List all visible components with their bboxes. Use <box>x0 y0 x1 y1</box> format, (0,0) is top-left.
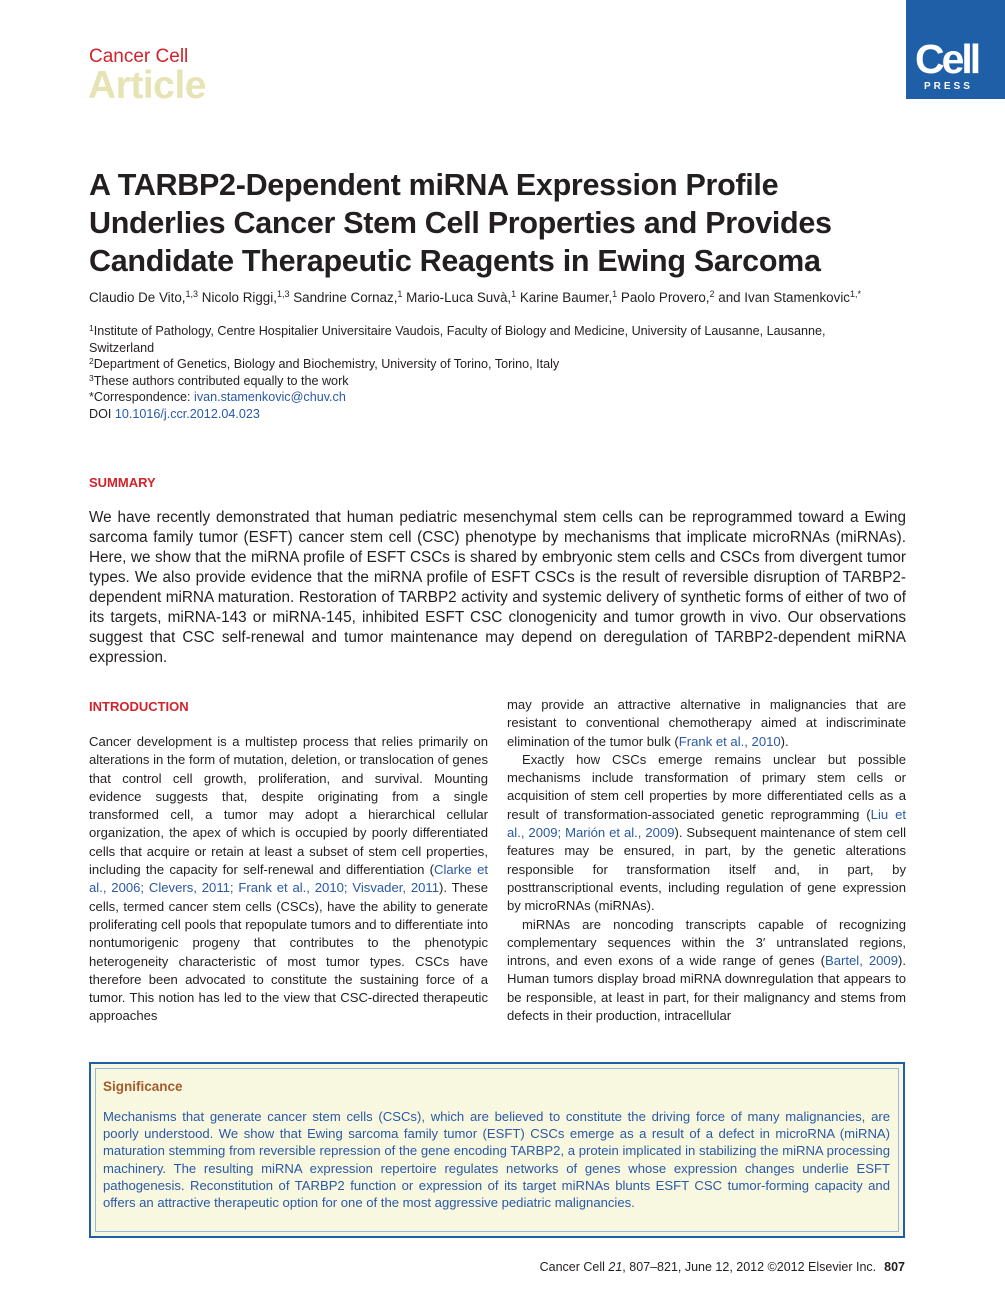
logo-word: Cell <box>915 36 979 82</box>
summary-text: We have recently demonstrated that human pediatric mesenchymal stem cells can be reprogrammed toward a Ewing sarcoma family tumor (ESFT) cancer stem cell (CSC) phenotype by mechanisms that implicate microRNAs (miRNAs). Here, we show that the miRNA profile of ESFT CSCs is shared by embryonic stem cells and CSCs from divergent tumor types. We also provide evidence that the miRNA profile of ESFT CSCs is the result of reversible disruption of TARBP2-dependent miRNA maturation. Restoration of TARBP2 activity and systemic delivery of synthetic forms of either of two of its targets, miRNA-143 or miRNA-145, inhibited ESFT CSC clonogenicity and tumor growth in vivo. Our observations suggest that CSC self-renewal and tumor maintenance may depend on deregulation of TARBP2-dependent miRNA expression. <box>89 509 906 666</box>
paragraph-text: ). Human tumors display broad miRNA downregulation that appears to be responsible, at least in part, for their malignancy and stems from defects in their production, intracellular <box>507 953 907 1024</box>
author-sup: 1 <box>511 289 517 299</box>
journal-name: Cancer Cell <box>89 46 189 67</box>
affil-text: Department of Genetics, Biology and Biochemistry, University of Torino, Torino, Italy <box>93 357 560 371</box>
paragraph-text: miRNAs are noncoding transcripts capable of recognizing complementary sequences within the 3′ untranslated regions, introns, and even exons of a wide range of genes ( <box>507 916 906 969</box>
citation-link[interactable]: Bartel, 2009 <box>825 953 899 969</box>
article-type: Article <box>88 64 206 107</box>
logo-sub: PRESS <box>924 81 973 92</box>
footer-volume: 21 <box>608 1260 623 1274</box>
doi-link[interactable]: 10.1016/j.ccr.2012.04.023 <box>114 406 260 421</box>
paragraph-text: Exactly how CSCs emerge remains unclear but possible mechanisms include transformation of primary stem cells or acquisition of stem cell properties by more differentiated cells as a result of transformation-associated genetic reprogramming ( <box>507 751 906 822</box>
paragraph-text: ). <box>780 733 789 749</box>
author-sup: 1 <box>612 289 618 299</box>
article-title: A TARBP2-Dependent miRNA Expression Profile Underlies Cancer Stem Cell Properties and Provides Candidate Therapeutic Reagents in Ewing Sarcoma <box>89 168 832 278</box>
affiliation-1 <box>89 323 889 356</box>
intro-paragraph <box>507 696 906 751</box>
citation-link[interactable]: Liu et al., 2009; Marión et al., 2009 <box>507 806 907 841</box>
introduction-heading: INTRODUCTION <box>89 699 189 714</box>
intro-paragraph <box>507 751 906 916</box>
author-sup: 2 <box>709 289 715 299</box>
author-sup: 1,* <box>850 289 862 299</box>
author[interactable]: Karine Baumer, <box>519 290 613 305</box>
author-sup: 1,3 <box>185 289 199 299</box>
author[interactable]: Paolo Provero, <box>620 290 710 305</box>
paragraph-text: ). Subsequent maintenance of stem cell features may be ensured, in part, by the genetic alterations responsible for transformation itself and, in part, by posttranscriptional events, including regulation of gene expression by microRNAs (miRNAs). <box>507 825 906 914</box>
page-footer <box>540 1260 905 1274</box>
author-sup: 1 <box>397 289 403 299</box>
affil-sup: 2 <box>89 356 94 366</box>
paragraph-text: ). These cells, termed cancer stem cells (CSCs), have the ability to generate proliferating cell pools that repopulate tumors and to differentiate into nontumorigenic progeny that contributes to the phenotypic heterogeneity characteristic of most tumor types. CSCs have therefore been advocated to constitute the sustaining force of a tumor. This notion has led to the view that CSC-directed therapeutic approaches <box>89 880 488 1024</box>
author[interactable]: Claudio De Vito, <box>89 290 186 305</box>
intro-paragraph <box>507 916 906 1026</box>
corr-email-link[interactable]: ivan.stamenkovic@chuv.ch <box>194 390 346 404</box>
author[interactable]: and Ivan Stamenkovic <box>718 290 850 305</box>
affil-text: These authors contributed equally to the work <box>93 373 349 388</box>
significance-text: Mechanisms that generate cancer stem cells (CSCs), which are believed to constitute the driving force of many malignancies, are poorly understood. We show that Ewing sarcoma family tumor (ESFT) CSCs emerge as a result of a defect in microRNA (miRNA) maturation stemming from reversible repression of the gene encoding TARBP2, a protein implicated in stabilizing the miRNA processing machinery. The resulting miRNA expression repertoire regulates networks of genes whose expression changes underlie ESFT pathogenesis. Reconstitution of TARBP2 function or expression of its target miRNAs blunts ESFT CSC tumor-forming capacity and offers an attractive therapeutic option for one of the most aggressive pediatric malignancies. <box>103 1109 890 1211</box>
author[interactable]: Mario-Luca Suvà, <box>406 290 512 305</box>
affil-sup: 3 <box>89 372 94 383</box>
paragraph-text: Cancer development is a multistep process that relies primarily on alterations in the form of mutation, deletion, or translocation of genes that control cell growth, proliferation, and survival. Mounting evidence suggests that, despite originating from a single transformed cell, a tumor may adopt a hierarchical cellular organization, the apex of which is occupied by poorly differentiated cells that acquire or retain at least a subset of stem cell properties, including the capacity for self-renewal and differentiation ( <box>89 734 488 878</box>
doi <box>89 406 889 423</box>
significance-heading: Significance <box>103 1079 183 1094</box>
affil-sup: 1 <box>89 323 94 333</box>
footer-citation-rest: , 807–821, June 12, 2012 ©2012 Elsevier Inc. <box>622 1260 877 1274</box>
citation-link[interactable]: Clarke et al., 2006; Clevers, 2011; Frank et al., 2010; Visvader, 2011 <box>89 862 488 896</box>
cell-press-logo <box>906 0 1005 99</box>
author[interactable]: Sandrine Cornaz, <box>293 290 398 305</box>
intro-column-left <box>89 733 488 1026</box>
author-list <box>89 289 889 306</box>
author-sup: 1,3 <box>276 289 290 299</box>
correspondence <box>89 389 889 406</box>
paragraph-text: may provide an attractive alternative in malignancies that are resistant to conventional chemotherapy aimed at indiscriminate elimination of the tumor bulk ( <box>507 697 906 749</box>
author[interactable]: Nicolo Riggi, <box>201 290 277 305</box>
affil-text: Institute of Pathology, Centre Hospitalier Universitaire Vaudois, Faculty of Biology and Medicine, University of Lausanne, Lausanne, Switzerland <box>89 324 826 355</box>
intro-paragraph <box>89 733 488 1026</box>
affiliations <box>89 323 889 422</box>
corr-label: *Correspondence: <box>89 390 195 404</box>
summary-heading: SUMMARY <box>89 475 156 490</box>
doi-label: DOI <box>89 406 115 421</box>
footer-citation: Cancer Cell <box>539 1260 609 1274</box>
intro-column-right <box>507 696 906 1025</box>
citation-link[interactable]: Frank et al., 2010 <box>678 733 781 749</box>
affiliation-2 <box>89 356 889 373</box>
affiliation-3 <box>89 373 889 390</box>
page-number: 807 <box>884 1260 905 1274</box>
